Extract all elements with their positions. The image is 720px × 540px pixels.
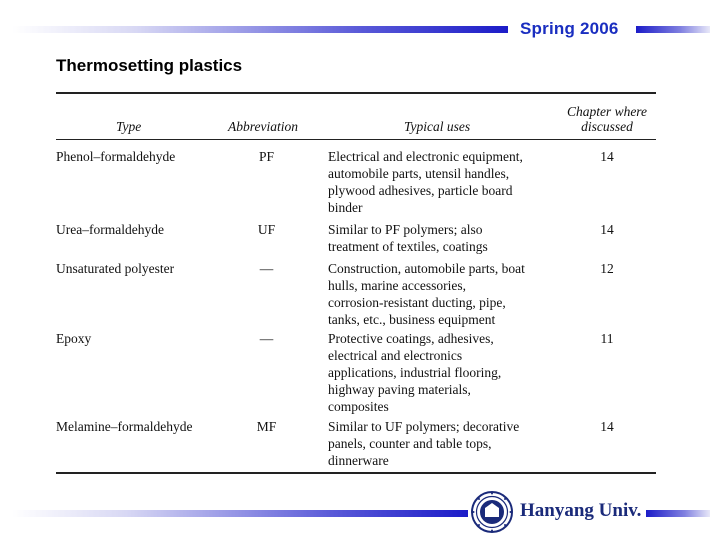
university-seal-icon <box>470 490 514 534</box>
uses-line: Similar to UF polymers; decorative <box>328 419 520 434</box>
uses-line: Protective coatings, adhesives, <box>328 331 494 346</box>
uses-line: panels, counter and table tops, <box>328 436 492 451</box>
header-chapter-line: Chapter where <box>566 104 648 119</box>
uses-line: corrosion-resistant ducting, pipe, <box>328 295 506 310</box>
type-cell: Urea–formaldehyde <box>56 222 164 237</box>
header-chapter-line: discussed <box>581 119 633 134</box>
abbreviation-cell: UF <box>257 222 276 237</box>
chapter-cell: 12 <box>600 261 614 276</box>
header-decoration-bar-right <box>636 26 710 33</box>
uses-line: treatment of textiles, coatings <box>328 239 488 254</box>
header-typical-uses: Typical uses <box>404 119 471 134</box>
type-cell: Unsaturated polyester <box>56 261 175 276</box>
uses-line: tanks, etc., business equipment <box>328 312 496 327</box>
uses-line: hulls, marine accessories, <box>328 278 466 293</box>
header-title: Spring 2006 <box>520 19 619 38</box>
uses-line: composites <box>328 399 389 414</box>
abbreviation-cell: — <box>259 331 274 346</box>
uses-line: plywood adhesives, particle board <box>328 183 513 198</box>
table-rule-header <box>56 139 656 140</box>
table-rule-top <box>56 92 656 94</box>
chapter-cell: 14 <box>600 419 614 434</box>
chapter-cell: 14 <box>600 222 614 237</box>
uses-line: Electrical and electronic equipment, <box>328 149 523 164</box>
table-rule-bottom <box>56 472 656 474</box>
uses-line: highway paving materials, <box>328 382 471 397</box>
uses-cell <box>328 330 558 415</box>
type-cell: Phenol–formaldehyde <box>56 149 176 164</box>
header-decoration-bar-left <box>12 26 508 33</box>
uses-line: binder <box>328 200 363 215</box>
uses-cell <box>328 148 558 216</box>
uses-cell <box>328 418 558 469</box>
slide-title: Thermosetting plastics <box>56 56 243 75</box>
uses-line: applications, industrial flooring, <box>328 365 502 380</box>
footer-decoration-bar-right <box>646 510 710 517</box>
chapter-cell: 11 <box>600 331 614 346</box>
abbreviation-cell: PF <box>258 149 275 164</box>
type-cell: Epoxy <box>56 331 92 346</box>
type-cell: Melamine–formaldehyde <box>56 419 193 434</box>
abbreviation-cell: MF <box>256 419 277 434</box>
header-abbreviation: Abbreviation <box>228 119 298 134</box>
header-chapter <box>552 104 662 134</box>
abbreviation-cell: — <box>259 261 274 276</box>
header-type: Type <box>116 119 142 134</box>
chapter-cell: 14 <box>600 149 614 164</box>
uses-line: automobile parts, utensil handles, <box>328 166 510 181</box>
uses-line: electrical and electronics <box>328 348 463 363</box>
footer-decoration-bar-left <box>12 510 468 517</box>
uses-cell <box>328 221 558 255</box>
uses-line: Construction, automobile parts, boat <box>328 261 525 276</box>
university-name: Hanyang Univ. <box>520 500 642 521</box>
uses-cell <box>328 260 558 328</box>
uses-line: Similar to PF polymers; also <box>328 222 483 237</box>
uses-line: dinnerware <box>328 453 389 468</box>
